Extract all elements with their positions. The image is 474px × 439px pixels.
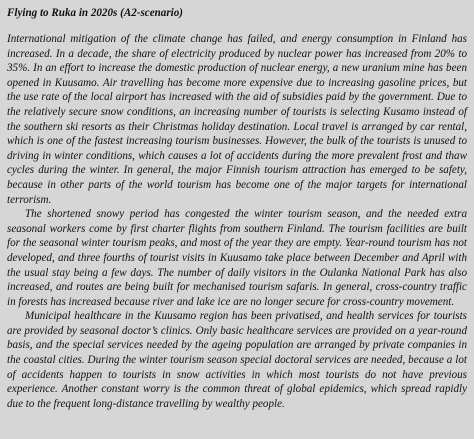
paragraph-2: The shortened snowy period has congested the winter tourism season, and the needed extra seasonal workers come by first charter flights from southern Finland. The tourism facilities are built for the seasonal winter tourism peaks, and most of the year they are empty. Year-round tourism has not developed, and three fourths of tourist visits in Kuusamo take place between December and April with the usual stay being a few days. The number of daily visitors in the Oulanka National Park has also increased, and routes are being built for mechanised tourism safaris. In general, cross-country traffic in forests has increased because river and lake ice are no longer secure for cross-country movement. bbox=[7, 208, 467, 308]
paragraph-3: Municipal healthcare in the Kuusamo region has been privatised, and health services for tourists are provided by seasonal doctor’s clinics. Only basic healthcare services are provided on a year-round basis, and the special services needed by the ageing population are arranged by private companies in the coastal cities. During the winter tourism season special doctoral services are needed, because a lot of accidents happen to tourists in snow activities in which most tourists do not have previous experience. Another constant worry is the common threat of global epidemics, which spread rapidly due to the frequent long-distance travelling by wealthy people. bbox=[7, 310, 467, 410]
scenario-title: Flying to Ruka in 2020s (A2-scenario) bbox=[7, 7, 183, 19]
paragraph-1: International mitigation of the climate change has failed, and energy consumption in Finland has increased. In a decade, the share of electricity produced by nuclear power has increased from 20% to 35%. In an effort to increase the domestic production of nuclear energy, a new uranium mine has been opened in Kuusamo. Air travelling has become more expensive due to increasing gasoline prices, but the use rate of the local airport has increased with the aid of subsidies paid by the government. Due to the relatively secure snow conditions, an increasing number of tourists is selecting Kusamo instead of the southern ski resorts as their Christmas holiday destination. Local travel is arranged by car rental, which is one of the fastest increasing tourism businesses. However, the bulk of the tourists is unused to driving in winter conditions, which causes a lot of accidents during the more prevalent frost and thaw cycles during the winter. In general, the major Finnish tourism attraction has emerged to be safety, because in other parts of the world tourism has become one of the major targets for international terrorism. bbox=[7, 33, 467, 206]
